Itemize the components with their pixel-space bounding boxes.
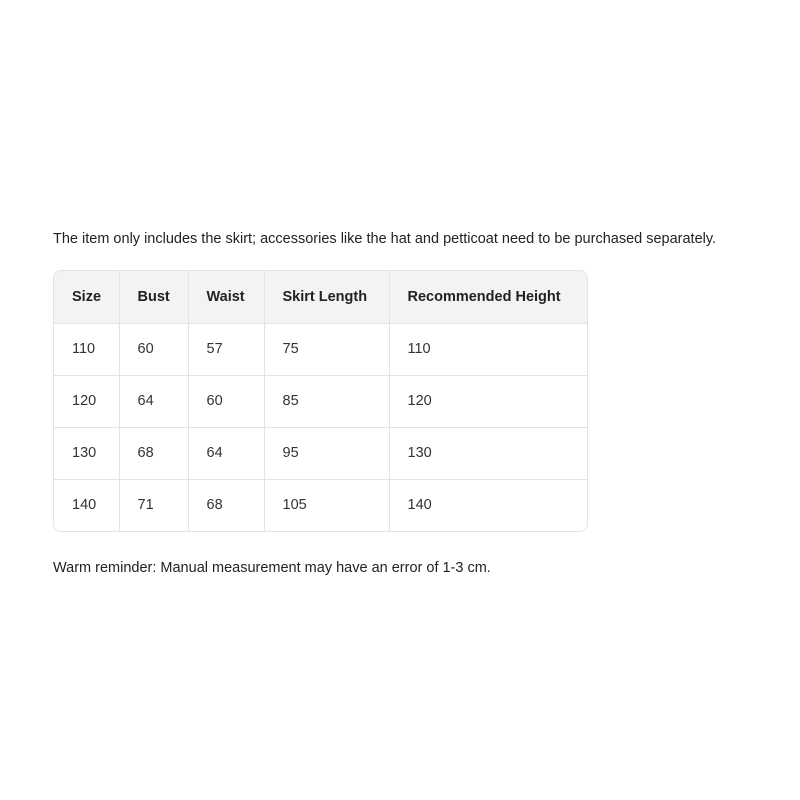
header-bust: Bust [119,271,188,323]
header-waist: Waist [188,271,264,323]
cell-waist: 57 [188,323,264,375]
cell-bust: 68 [119,427,188,479]
cell-skirt-length: 85 [264,375,389,427]
cell-size: 120 [54,375,119,427]
cell-skirt-length: 75 [264,323,389,375]
cell-waist: 64 [188,427,264,479]
size-table-container [53,270,588,532]
table-row [54,323,587,375]
cell-bust: 64 [119,375,188,427]
cell-recommended-height: 110 [389,323,587,375]
cell-size: 110 [54,323,119,375]
header-skirt-length: Skirt Length [264,271,389,323]
table-row [54,479,587,531]
size-table [54,271,587,531]
cell-recommended-height: 120 [389,375,587,427]
cell-waist: 60 [188,375,264,427]
warm-reminder-text: Warm reminder: Manual measurement may have an error of 1-3 cm. [53,560,491,576]
cell-bust: 60 [119,323,188,375]
header-size: Size [54,271,119,323]
cell-waist: 68 [188,479,264,531]
intro-text: The item only includes the skirt; accessories like the hat and petticoat need to be purchased separately. [53,231,717,247]
table-row [54,427,587,479]
table-row [54,375,587,427]
header-recommended-height: Recommended Height [389,271,587,323]
cell-recommended-height: 130 [389,427,587,479]
table-header-row [54,271,587,323]
cell-size: 130 [54,427,119,479]
cell-skirt-length: 105 [264,479,389,531]
cell-size: 140 [54,479,119,531]
cell-skirt-length: 95 [264,427,389,479]
section-heading-clipped [53,196,253,210]
cell-bust: 71 [119,479,188,531]
cell-recommended-height: 140 [389,479,587,531]
